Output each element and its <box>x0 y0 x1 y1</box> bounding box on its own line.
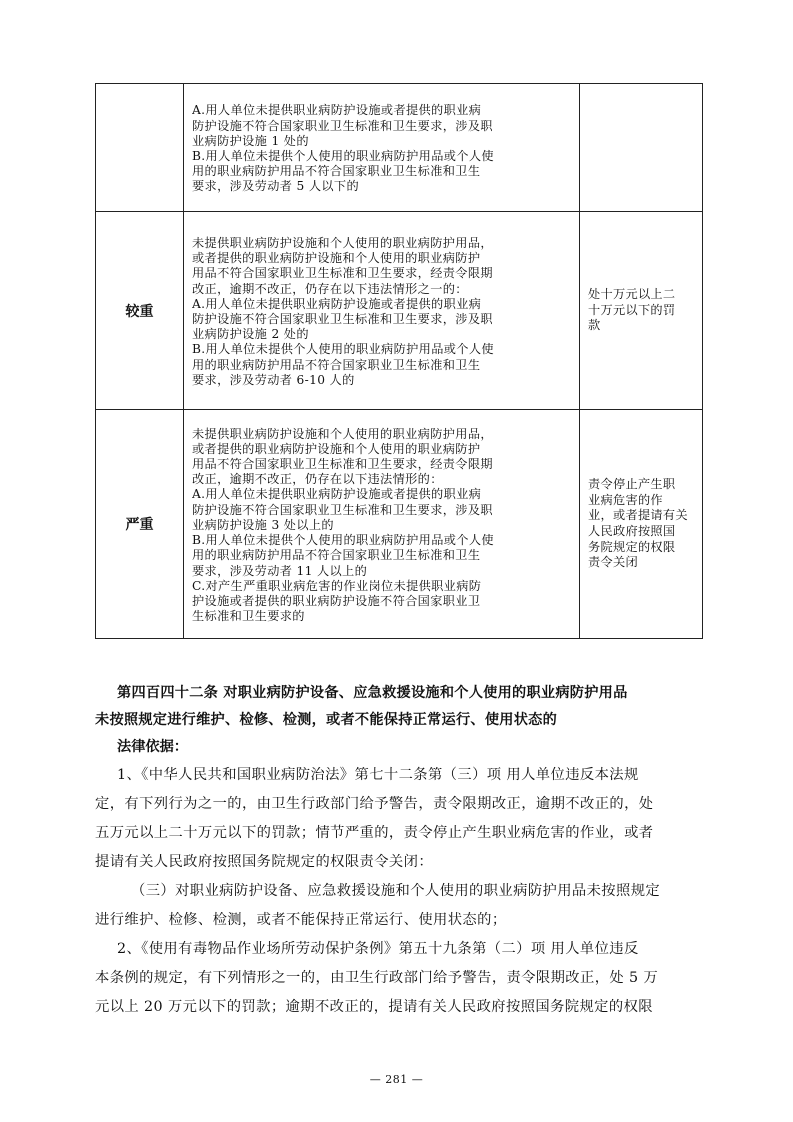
description-line: 用的职业病防护用品不符合国家职业卫生标准和卫生 <box>192 548 481 563</box>
description-line: 要求，涉及劳动者 11 人以上的 <box>192 563 368 578</box>
penalty-cell <box>580 84 703 212</box>
paragraph-line: 1、《中华人民共和国职业病防治法》第七十二条第（三）项 用人单位违反本法规 <box>117 767 639 783</box>
description-cell <box>184 84 580 212</box>
description-line: B.用人单位未提供个人使用的职业病防护用品或个人使 <box>192 342 494 357</box>
paragraph-line: 定，有下列行为之一的，由卫生行政部门给予警告，责令限期改正，逾期不改正的，处 <box>95 796 654 812</box>
paragraph-line: 进行维护、检修、检测，或者不能保持正常运行、使用状态的； <box>95 912 507 928</box>
description-line: 或者提供的职业病防护设施和个人使用的职业病防护 <box>192 251 481 266</box>
description-line: 要求，涉及劳动者 6-10 人的 <box>192 372 355 387</box>
table-row <box>96 212 703 410</box>
description-line: C.对产生严重职业病危害的作业岗位未提供职业病防 <box>192 578 482 593</box>
severity-cell: 较重 <box>96 212 184 410</box>
description-line: 生标准和卫生要求的 <box>192 609 305 624</box>
description-line: 用的职业病防护用品不符合国家职业卫生标准和卫生 <box>192 164 481 179</box>
description-line: 改正，逾期不改正，仍存在以下违法情形之一的： <box>192 281 468 296</box>
severity-cell <box>96 84 184 212</box>
description-line: A.用人单位未提供职业病防护设施或者提供的职业病 <box>192 487 482 502</box>
description-line: 用品不符合国家职业卫生标准和卫生要求，经责令限期 <box>192 266 493 281</box>
description-line: 改正，逾期不改正，仍存在以下违法情形的： <box>192 472 443 487</box>
article-title-continued: 未按照规定进行维护、检修、检测，或者不能保持正常运行、使用状态的 <box>95 712 558 728</box>
description-line: 防护设施不符合国家职业卫生标准和卫生要求，涉及职 <box>192 502 493 517</box>
legal-basis-heading: 法律依据： <box>117 739 188 755</box>
description-line: 护设施或者提供的职业病防护设施不符合国家职业卫 <box>192 593 481 608</box>
description-line: A.用人单位未提供职业病防护设施或者提供的职业病 <box>192 296 482 311</box>
description-line: 用的职业病防护用品不符合国家职业卫生标准和卫生 <box>192 357 481 372</box>
paragraph-line: 五万元以上二十万元以下的罚款；情节严重的，责令停止产生职业病危害的作业，或者 <box>95 825 654 841</box>
paragraph-line: 本条例的规定，有下列情形之一的，由卫生行政部门给予警告，责令限期改正，处 5 万 <box>95 970 659 986</box>
penalty-line: 责令关闭 <box>588 555 638 570</box>
penalty-cell <box>580 410 703 639</box>
penalty-line: 业病危害的作 <box>588 492 663 507</box>
paragraph-line: 元以上 20 万元以下的罚款；逾期不改正的，提请有关人民政府按照国务院规定的权限 <box>95 999 653 1015</box>
description-line: 未提供职业病防护设施和个人使用的职业病防护用品， <box>192 235 493 250</box>
penalty-table <box>95 83 703 639</box>
description-line: 防护设施不符合国家职业卫生标准和卫生要求，涉及职 <box>192 118 493 133</box>
description-line: B.用人单位未提供个人使用的职业病防护用品或个人使 <box>192 149 494 163</box>
description-line: B.用人单位未提供个人使用的职业病防护用品或个人使 <box>192 533 494 548</box>
description-line: 用品不符合国家职业卫生标准和卫生要求，经责令限期 <box>192 457 493 472</box>
paragraph-line: 提请有关人民政府按照国务院规定的权限责令关闭： <box>95 854 434 870</box>
description-line: 或者提供的职业病防护设施和个人使用的职业病防护 <box>192 441 481 456</box>
description-line: 业病防护设施 3 处以上的 <box>192 517 334 532</box>
page-number: — 281 — <box>369 1073 424 1086</box>
paragraph-line: （三）对职业病防护设备、应急救援设施和个人使用的职业病防护用品未按照规定 <box>131 883 661 899</box>
description-line: 业病防护设施 1 处的 <box>192 133 309 148</box>
paragraph-line: 2、《使用有毒物品作业场所劳动保护条例》第五十九条第（二）项 用人单位违反 <box>117 941 639 957</box>
description-line: 未提供职业病防护设施和个人使用的职业病防护用品， <box>192 426 493 441</box>
table-row <box>96 410 703 639</box>
description-cell <box>184 212 580 410</box>
penalty-line: 十万元以下的罚 <box>588 302 676 317</box>
penalty-line: 处十万元以上二 <box>588 287 676 302</box>
table-row <box>96 84 703 212</box>
penalty-line: 责令停止产生职 <box>588 477 676 492</box>
penalty-line: 人民政府按照国 <box>588 524 676 538</box>
penalty-line: 务院规定的权限 <box>588 539 676 554</box>
description-line: 要求，涉及劳动者 5 人以下的 <box>192 179 360 194</box>
description-cell <box>184 410 580 639</box>
description-line: A.用人单位未提供职业病防护设施或者提供的职业病 <box>192 103 482 118</box>
article-title: 第四百四十二条 对职业病防护设备、应急救援设施和个人使用的职业病防护用品 <box>117 685 628 701</box>
severity-cell: 严重 <box>96 410 184 639</box>
penalty-line: 款 <box>588 318 601 333</box>
description-line: 业病防护设施 2 处的 <box>192 327 309 342</box>
description-line: 防护设施不符合国家职业卫生标准和卫生要求，涉及职 <box>192 312 493 326</box>
penalty-cell <box>580 212 703 410</box>
penalty-line: 业，或者提请有关 <box>588 508 688 523</box>
